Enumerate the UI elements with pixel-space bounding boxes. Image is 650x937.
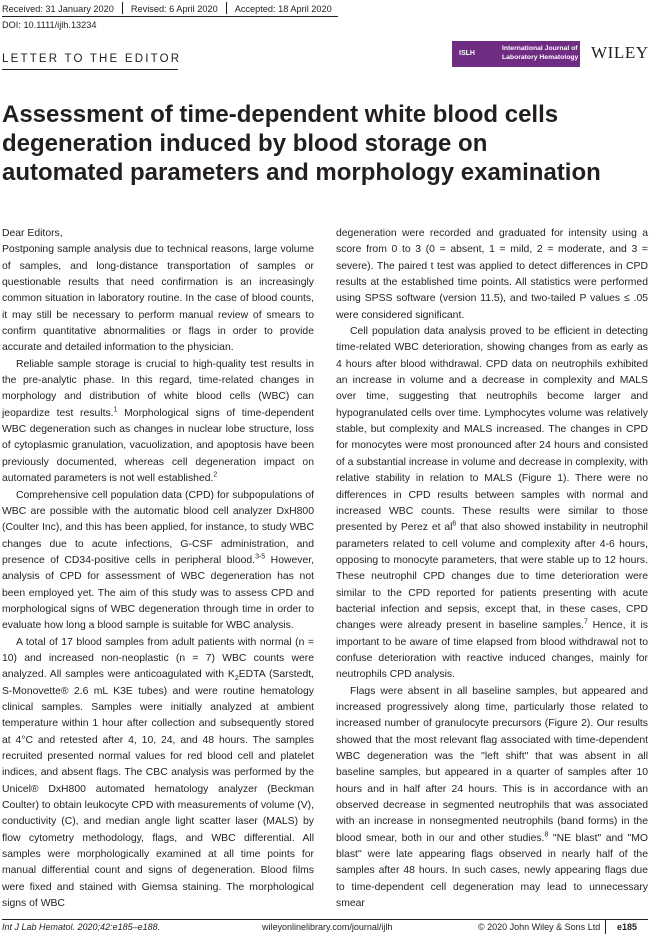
received-date: Received: 31 January 2020	[2, 4, 114, 14]
text-run: that also showed instability in neutrophil parameters related to cell volume and complexity after 4-6 hours, opposing to monocyte parameters, that were stable up to 12 hours. These neutrophil CPD changes due to time deterioration were similar to the CPD reported for patients presenting with acute bacterial infection and sepsis, except that, in these cases, CPD changes were already present in baseline samples.	[336, 522, 648, 632]
date-separator	[122, 2, 123, 14]
text-run: EDTA (Sarstedt, S-Monovette® 2.6 mL K3E tubes) and were routine hematology clinical samples. Samples were initially analyzed at ambient temperature within 1 hour after collection and subsequently stored at 4°C and retested after 4, 10, 24, and 48 hours. The samples recruited presented normal values for red blood cell and platelet indices, and absent flags. The CBC analysis was performed by the Unicel® DxH800 automated hematology analyzer (Beckman Coulter) to obtain leukocyte CPD with measurements of volume (V), conductivity (C), and median angle light scatter laser (MALS) by flow cytometry methodology, flags, and WBC differential. All samples were morphologically examined at all time points for manual differential count and signs of degeneration. Blood films were fixed and stained with Giemsa staining. The morphological signs of WBC	[2, 669, 315, 910]
text-run: Hence, it is important to be aware of time elapsed from blood withdrawal not to confuse deterioration with reactive induced changes, mainly for neutrophils CPD analysis.	[336, 620, 648, 681]
paragraph: degeneration were recorded and graduated for intensity using a score from 0 to 3 (0 = absent, 1 = mild, 2 = moderate, and 3 = severe). The paired t test was applied to detect differences in CPD results at the established time points. All statistics were performed using SPSS software (version 11.5), and two-tailed P values ≤ .05 were considered significant.	[336, 228, 648, 321]
text-run: Reliable sample storage is crucial to high-quality test results in the pre-analytic phase. In this regard, time-related changes in morphology and distribution of white blood cells (WBC) can jeopardize test results.	[2, 358, 314, 419]
footer-divider	[605, 920, 606, 934]
paragraph	[2, 488, 314, 635]
publisher-logo: WILEY	[591, 43, 649, 62]
reference-link[interactable]: 2	[213, 471, 218, 479]
doi[interactable]: DOI: 10.1111/ijlh.13234	[2, 20, 97, 30]
paragraph	[336, 324, 648, 684]
reference-link[interactable]: 8	[544, 831, 549, 839]
paragraph	[2, 635, 314, 913]
paragraph	[2, 357, 314, 488]
article-dates	[2, 2, 332, 14]
reference-link[interactable]: 3-5	[255, 553, 266, 561]
journal-logo	[482, 41, 580, 67]
islh-logo: ISLH	[452, 41, 482, 67]
footer-citation: Int J Lab Hematol. 2020;42:e185–e188.	[2, 922, 161, 932]
footer-url[interactable]: wileyonlinelibrary.com/journal/ijlh	[262, 922, 393, 932]
text-run: However, analysis of CPD for assessment of WBC degeneration has not been employed yet. The aim of this study was to assess CPD and morphological signs of WBC degeneration through time in order to evaluate how long a blood sample is suitable for WBC analysis.	[2, 554, 314, 632]
dates-rule	[2, 16, 338, 17]
text-run: Cell population data analysis proved to be efficient in detecting time-related WBC deterioration, showing changes from as early as 4 hours after blood withdrawal. CPD data on neutrophils exhibited an increase in volume and a decrease in complexity and MALS over time, suggesting that neutrophils become larger and hypogranulated cells over time. Lymphocytes volume was relatively stable, but complexity and MALS increased. The changes in CPD for monocytes were most pronounced after 24 hours and consisted of a substantial increase in volume and decrease in complexity, with relative stability in relation to MALS (Figure 1). There were no differences in CPD results between samples with normal and increased WBC counts. These results were similar to those presented by Perez et al	[336, 326, 648, 534]
accepted-date: Accepted: 18 April 2020	[234, 4, 332, 14]
reference-link[interactable]: 6	[452, 520, 457, 528]
left-column	[2, 226, 314, 912]
right-column	[336, 226, 648, 912]
text-run: A total of 17 blood samples from adult patients with normal (n = 10) and increased non-neoplastic (n = 7) WBC counts were analyzed. All samples were anticoagulated with K	[2, 636, 314, 681]
page-number: e185	[617, 922, 638, 932]
paragraph	[336, 684, 648, 913]
footer-rule	[2, 919, 648, 920]
revised-date: Revised: 6 April 2020	[130, 4, 218, 14]
section-label: LETTER TO THE EDITOR	[2, 53, 182, 65]
paragraph: Postponing sample analysis due to technical reasons, large volume of samples, and long-distance transportation of samples or questionable results that need confirmation is an increasingly common situation in laboratory routine. In the case of blood counts, it may still be necessary to perform manual review of smears to confirm quantitative abnormalities or flags in order to provide accurate and detailed information to the physician.	[2, 244, 314, 354]
section-rule	[2, 69, 178, 70]
text-run: Comprehensive cell population data (CPD) for subpopulations of WBC are possible with the automatic blood cell analyzer DxH800 (Coulter Inc), and this has been applied, for instance, to study WBC changes due to acute infections, G-CSF administration, and presence of CD34-positive cells in peripheral blood.	[2, 489, 314, 566]
text-run: Flags were absent in all baseline samples, but appeared and increased progressively along time, particularly those related to increased number of granulocyte precursors (Figure 2). Our results showed that the most relevant flag associated with time-dependent WBC degeneration was the "left shift" that was absent in all baseline samples, but appeared in a quarter of samples after 10 hours and in half after 24 hours. This is in accordance with an observed decrease in segmented neutrophils that was associated with an increase in nonsegmented neutrophils (band forms) in the blood smear, both in our and other studies.	[336, 685, 648, 844]
subscript: 2	[234, 675, 239, 683]
reference-link[interactable]: 1	[113, 406, 118, 414]
text-run: "NE blast" and "MO blast" were late appearing flags observed in nearly half of the samples after 48 hours. In such cases, newly appearing flags due to time-dependent cell degeneration may lead to unnecessary smear	[336, 832, 648, 910]
journal-name-line-1: International Journal of	[502, 45, 578, 52]
article-title: Assessment of time-dependent white blood cells degeneration induced by blood storage on automated parameters and morphology examination	[2, 101, 601, 186]
footer-copyright: © 2020 John Wiley & Sons Ltd	[478, 922, 601, 932]
reference-link[interactable]: 7	[583, 618, 588, 626]
journal-name-line-2: Laboratory Hematology	[502, 53, 579, 61]
salutation: Dear Editors,	[2, 228, 63, 239]
text-run: Morphological signs of time-dependent WBC degeneration such as changes in nuclear lobe structure, loss of cytoplasmic granulation, vacuolization, and apoptosis have been previously documented, whereas cell degeneration impact on automated parameters is not well established.	[2, 407, 314, 485]
date-separator	[226, 2, 227, 14]
